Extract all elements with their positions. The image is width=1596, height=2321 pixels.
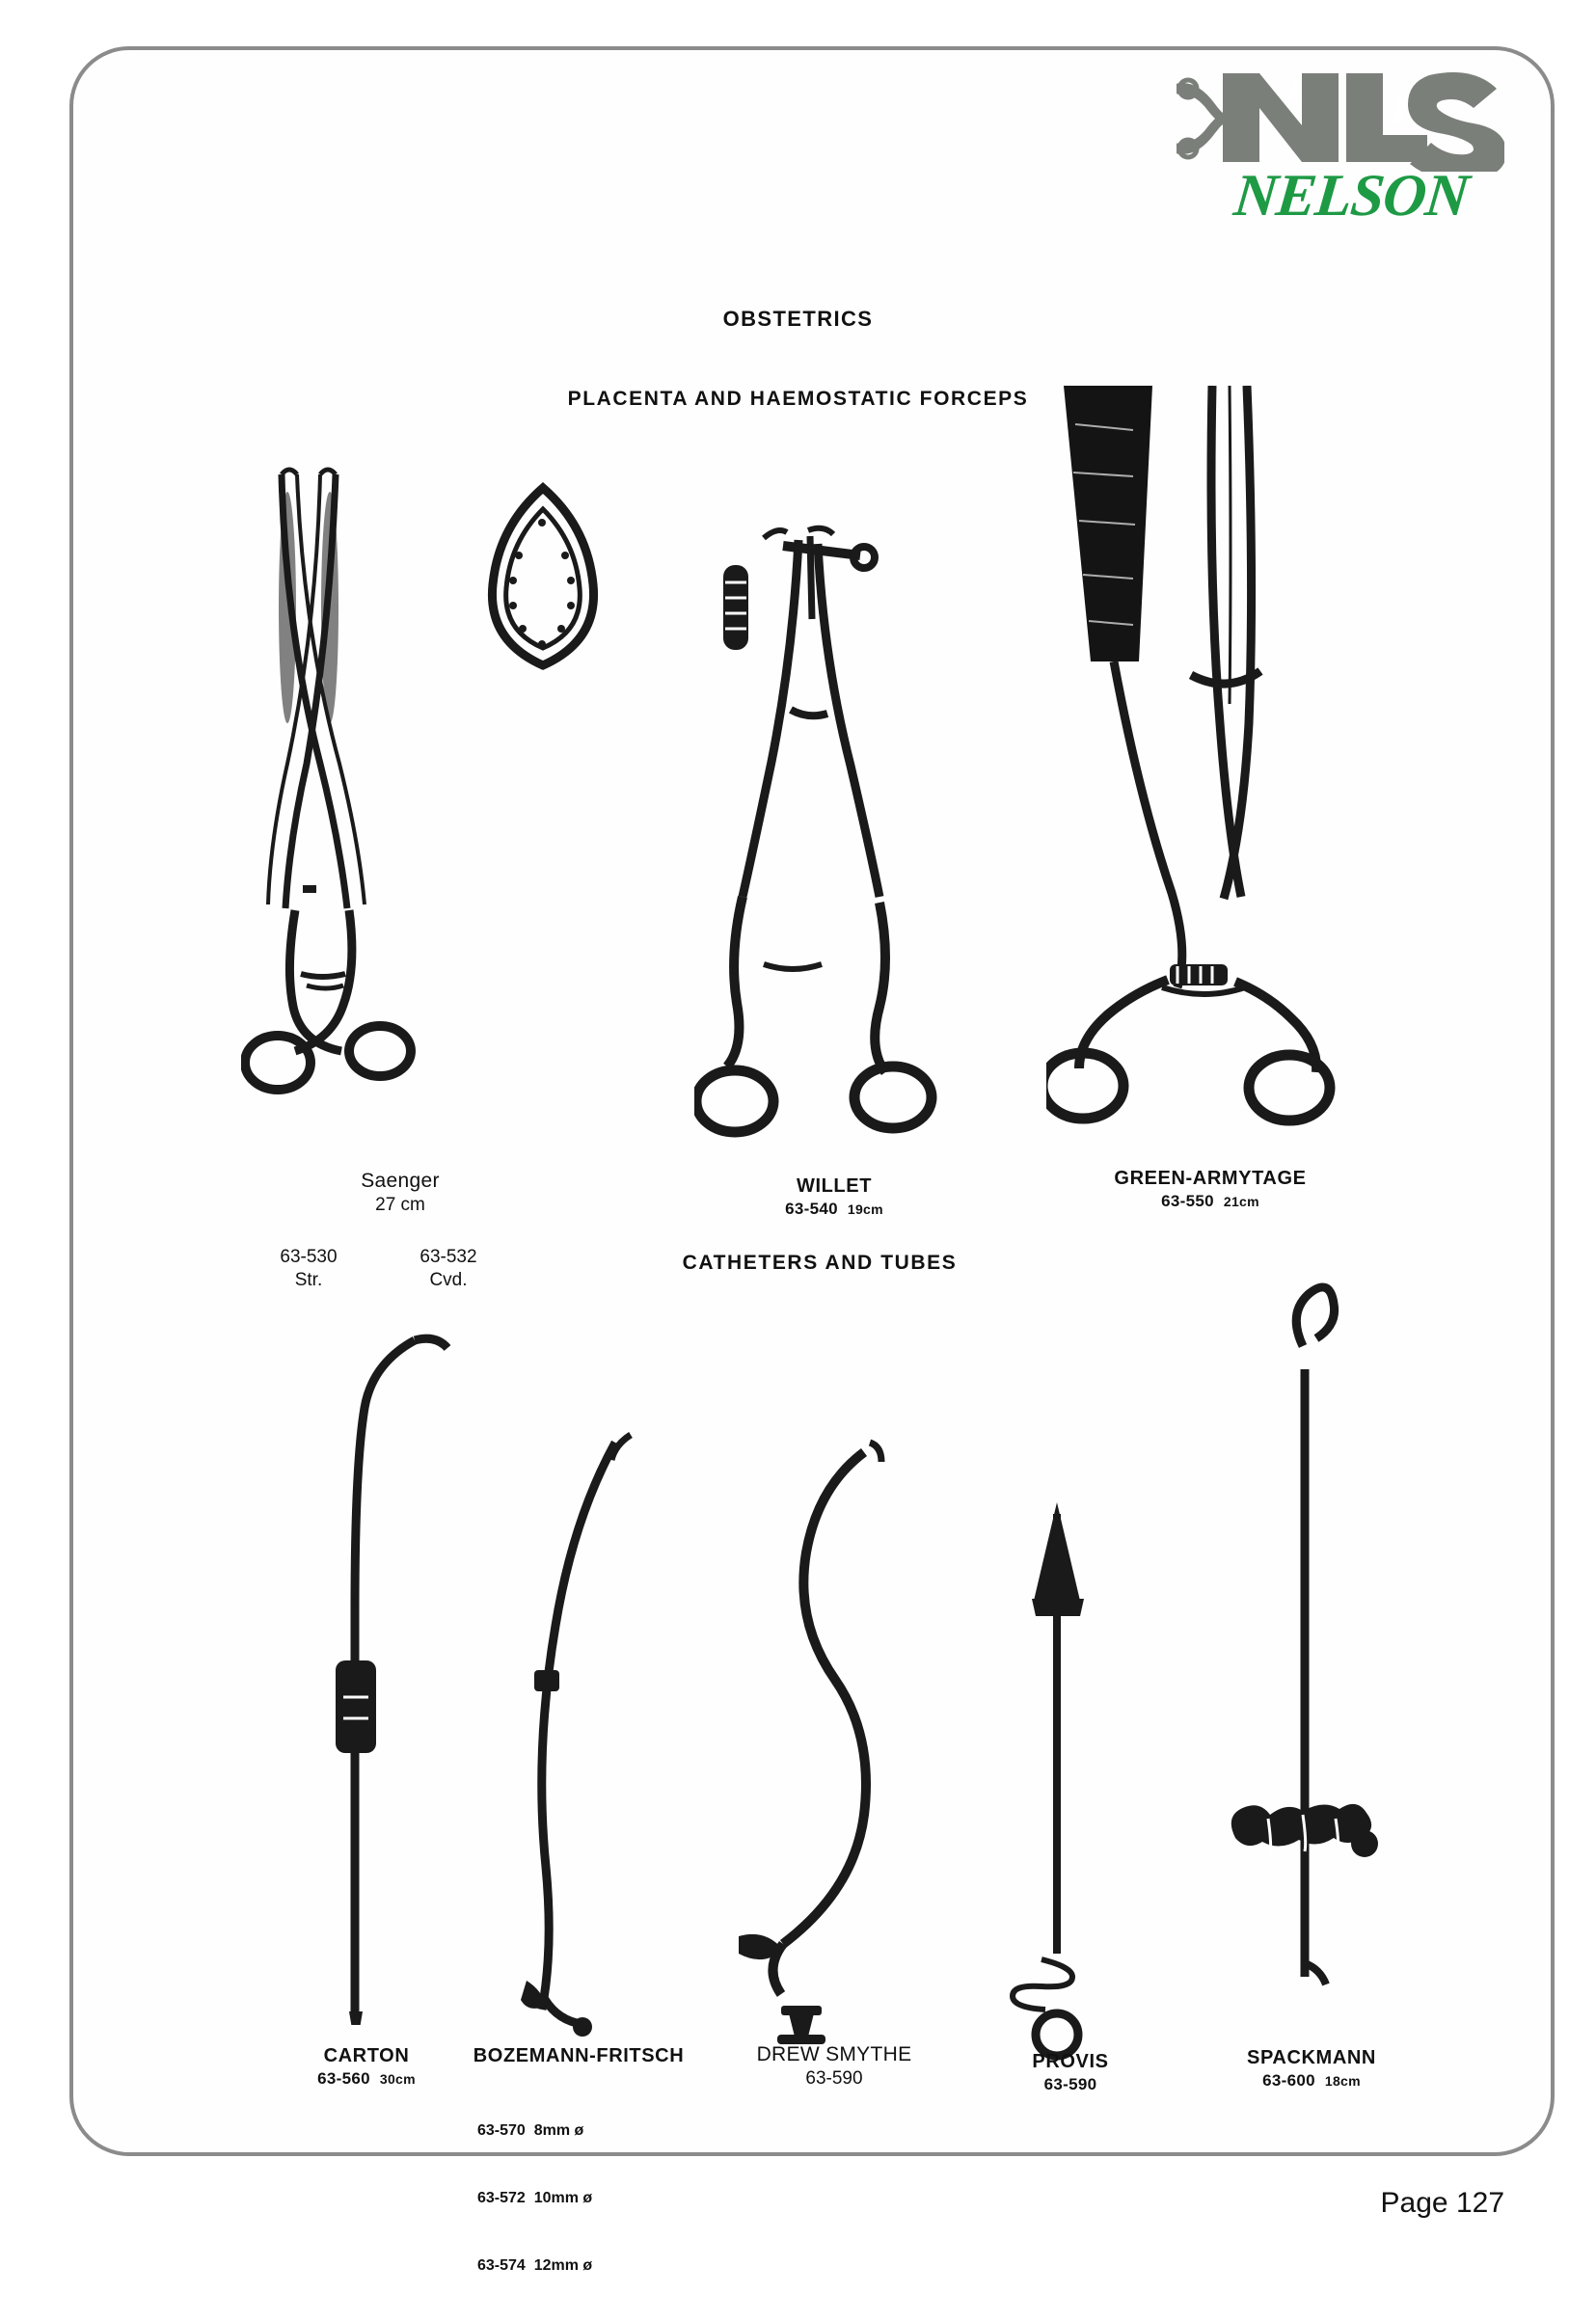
saenger-curved-jaw-illustration bbox=[480, 480, 606, 673]
bozemann-fritsch-catheter-illustration bbox=[501, 1417, 723, 2054]
caption-drew-smythe: DREW SMYTHE 63-590 bbox=[756, 2043, 912, 2090]
caption-green-armytage: GREEN-ARMYTAGE 63-550 21cm bbox=[1114, 1168, 1307, 1210]
caption-spackmann: SPACKMANN 63-600 18cm bbox=[1247, 2047, 1376, 2090]
bozemann-fritsch-variant-list bbox=[477, 2075, 592, 2321]
page-number: Page 127 bbox=[1380, 2187, 1504, 2219]
list-item: 63-570 8mm ø bbox=[477, 2122, 584, 2140]
list-item: 63-572 10mm ø bbox=[477, 2189, 593, 2206]
carton-catheter-illustration bbox=[289, 1321, 482, 2025]
provis-illustration bbox=[1003, 1485, 1128, 2064]
nlsc-logo-icon bbox=[1177, 66, 1504, 172]
page-title: OBSTETRICS bbox=[722, 307, 874, 331]
brand-logo bbox=[1177, 66, 1504, 258]
code-saenger-straight: 63-530 Str. bbox=[280, 1247, 338, 1290]
caption-bozemann-fritsch: BOZEMANN-FRITSCH bbox=[473, 2045, 685, 2066]
code-saenger-curved: 63-532 Cvd. bbox=[419, 1247, 477, 1290]
green-armytage-forceps-illustration bbox=[1046, 386, 1355, 1186]
list-item: 63-574 12mm ø bbox=[477, 2256, 593, 2274]
willet-forceps-illustration bbox=[694, 511, 974, 1186]
spackmann-illustration bbox=[1210, 1282, 1403, 2044]
caption-willet: WILLET 63-540 19cm bbox=[785, 1175, 883, 1218]
caption-carton: CARTON 63-560 30cm bbox=[317, 2045, 416, 2088]
section-heading-forceps: PLACENTA AND HAEMOSTATIC FORCEPS bbox=[567, 388, 1029, 410]
caption-provis: PROVIS 63-590 bbox=[1032, 2051, 1109, 2093]
brand-wordmark: NELSON bbox=[1231, 163, 1472, 229]
section-heading-catheters: CATHETERS AND TUBES bbox=[682, 1252, 958, 1274]
drew-smythe-catheter-illustration bbox=[723, 1427, 935, 2064]
caption-saenger: Saenger 27 cm bbox=[361, 1170, 440, 1216]
